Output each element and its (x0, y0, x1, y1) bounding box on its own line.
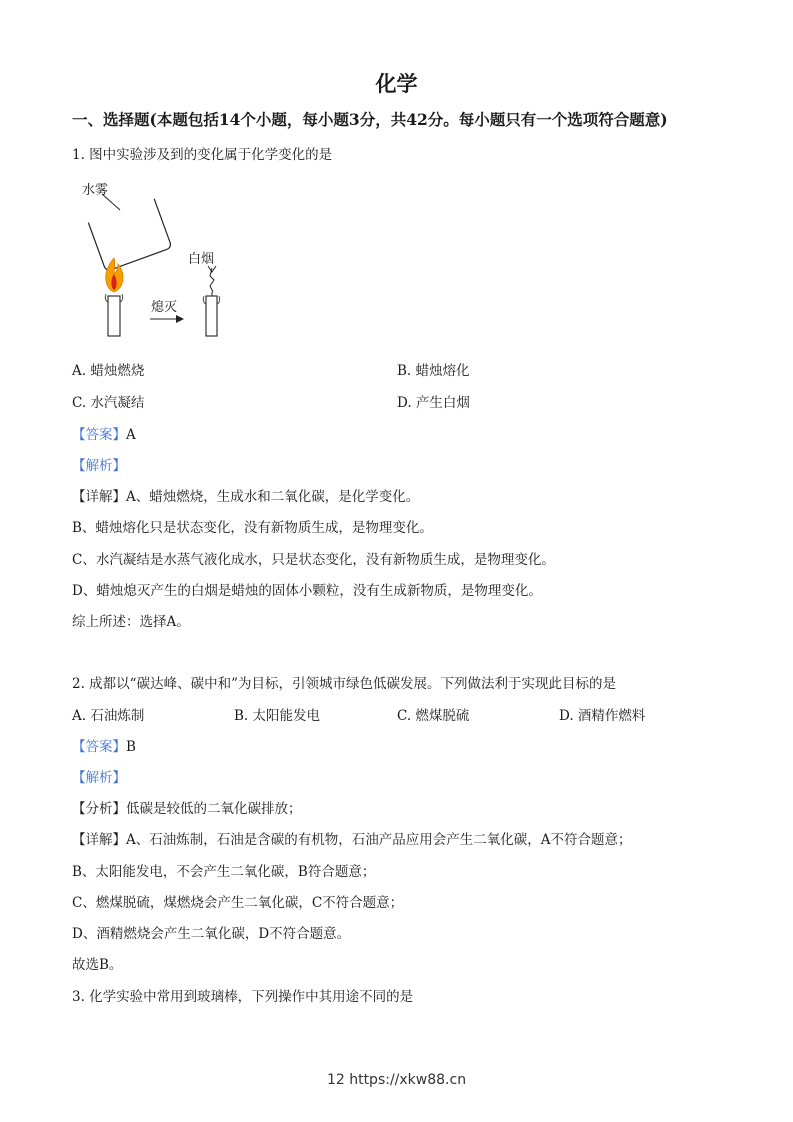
q1-option-b: B. 蜡烛熔化 (397, 363, 470, 379)
q2-answer (72, 735, 136, 755)
detail-text: A、蜡烛燃烧，生成水和二氧化碳，是化学变化。 (126, 489, 420, 505)
answer-value: B (126, 739, 136, 755)
candle-experiment-figure (78, 176, 238, 342)
label-extinguish: 熄灭 (151, 300, 178, 315)
q2-detail-line: B、太阳能发电，不会产生二氧化碳，B符合题意； (72, 864, 376, 880)
label-smoke: 白烟 (188, 252, 215, 267)
q1-answer (72, 423, 136, 443)
q1-option-a: A. 蜡烛燃烧 (72, 363, 145, 379)
q1-conclusion: 综上所述：选择A。 (72, 614, 190, 630)
q1-analysis-tag: 【解析】 (72, 458, 126, 474)
q1-detail-line: C、水汽凝结是水蒸气液化成水，只是状态变化，没有新物质生成，是物理变化。 (72, 552, 555, 568)
q2-detail-line: C、燃煤脱硫，煤燃烧会产生二氧化碳，C不符合题意； (72, 895, 404, 911)
label-mist: 水雾 (82, 183, 109, 198)
detail-text: A、石油炼制，石油是含碳的有机物，石油产品应用会产生二氧化碳，A不符合题意； (126, 832, 632, 848)
q1-detail-line: B、蜡烛熔化只是状态变化，没有新物质生成，是物理变化。 (72, 520, 433, 536)
q1-option-c: C. 水汽凝结 (72, 395, 145, 411)
q2-option-a: A. 石油炼制 (72, 708, 145, 724)
beaker-icon (88, 199, 172, 272)
candle-left-icon (105, 294, 122, 336)
answer-tag: 【答案】 (72, 739, 126, 755)
arrow-head-icon (176, 315, 184, 323)
answer-tag: 【答案】 (72, 427, 126, 443)
question-2-stem: 2. 成都以“碳达峰、碳中和”为目标，引领城市绿色低碳发展。下列做法利于实现此目标的是 (72, 676, 616, 692)
question-3-stem: 3. 化学实验中常用到玻璃棒，下列操作中其用途不同的是 (72, 989, 414, 1005)
q2-fenxi-line (72, 797, 302, 817)
q2-detail-line: D、酒精燃烧会产生二氧化碳，D不符合题意。 (72, 926, 351, 942)
q1-option-d: D. 产生白烟 (397, 395, 470, 411)
q1-detail-line (72, 485, 419, 505)
q2-option-d: D. 酒精作燃料 (559, 708, 646, 724)
q2-detail-line (72, 828, 632, 848)
section-heading: 一、选择题(本题包括14个小题，每小题3分，共42分。每小题只有一个选项符合题意) (72, 110, 668, 129)
q2-option-c: C. 燃煤脱硫 (397, 708, 470, 724)
fenxi-tag: 【分析】 (72, 801, 126, 817)
candle-right-icon (203, 292, 219, 336)
question-1-stem: 1. 图中实验涉及到的变化属于化学变化的是 (72, 147, 333, 163)
fenxi-text: 低碳是较低的二氧化碳排放； (126, 801, 302, 817)
answer-value: A (126, 427, 136, 443)
q2-analysis-tag: 【解析】 (72, 770, 126, 786)
q2-conclusion: 故选B。 (72, 957, 123, 973)
q1-detail-line: D、蜡烛熄灭产生的白烟是蜡烛的固体小颗粒，没有生成新物质，是物理变化。 (72, 583, 542, 599)
page-footer: 12 https://xkw88.cn (326, 1072, 467, 1088)
detail-tag: 【详解】 (72, 489, 126, 505)
detail-tag: 【详解】 (72, 832, 126, 848)
q2-option-b: B. 太阳能发电 (234, 708, 321, 724)
page-title: 化学 (375, 72, 418, 96)
